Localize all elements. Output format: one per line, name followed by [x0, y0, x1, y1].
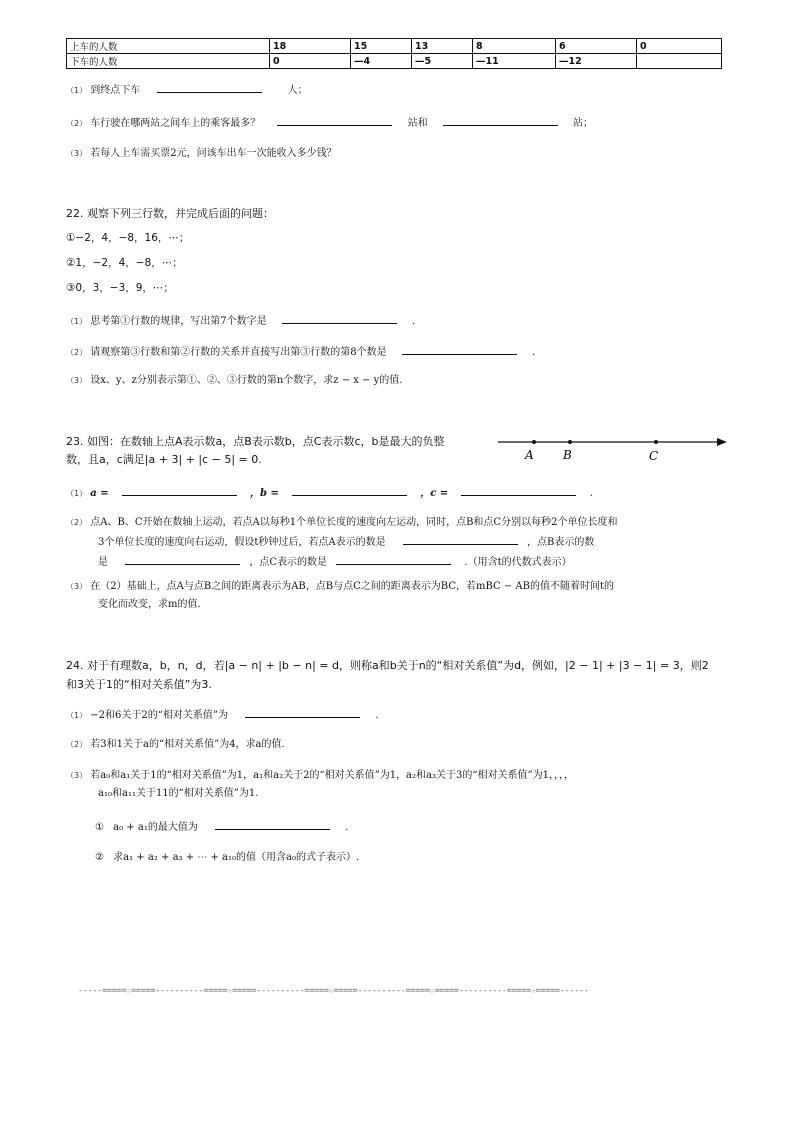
sub-number: ②: [95, 852, 104, 863]
part-text: 若3和1关于a的“相对关系值”为4，求a的值.: [90, 739, 285, 750]
part-text: 人；: [287, 85, 308, 96]
q24-part1: [66, 705, 379, 725]
answer-blank[interactable]: [336, 552, 451, 565]
part-number: （1）: [66, 86, 88, 95]
answer-blank[interactable]: [292, 483, 407, 496]
part-text: 若每人上车需买票2元，问该车出车一次能收入多少钱？: [90, 148, 337, 159]
part-text: 变化而改变，求m的值.: [98, 599, 201, 610]
part-number: （3）: [66, 582, 88, 591]
q22-part1: [66, 311, 415, 331]
q23-part1: [66, 483, 593, 503]
answer-blank[interactable]: [443, 113, 558, 126]
part-text: 若a₀和a₁关于1的“相对关系值”为1，a₁和a₂关于2的“相对关系值”为1，a₂和a₃关于3的“相对关系值”为1，，，，: [90, 770, 574, 781]
table-cell: —12: [556, 54, 637, 69]
part-text: 点A、B、C开始在数轴上运动，若点A以每秒1个单位长度的速度向左运动，同时，点B和点C分别以每秒2个单位长度和: [90, 517, 618, 528]
part-text: ，点C表示的数是: [249, 557, 328, 568]
point-b-label: B: [563, 448, 572, 462]
answer-blank[interactable]: [403, 532, 518, 545]
arrow-icon: [717, 438, 727, 446]
part-text: a =: [90, 488, 109, 499]
part-text: .: [375, 710, 379, 721]
answer-blank[interactable]: [282, 311, 397, 324]
table-cell: 上车的人数: [67, 39, 270, 54]
table-cell: 6: [556, 39, 637, 54]
table-cell: —11: [473, 54, 556, 69]
part-text: 站和: [407, 118, 428, 129]
part-text: .: [345, 822, 349, 833]
point-b: [568, 440, 572, 444]
table-cell: —4: [351, 54, 412, 69]
part-text: ，点B表示的数: [526, 537, 595, 548]
table-cell: —5: [412, 54, 473, 69]
part-number: （3）: [66, 149, 88, 158]
part-text: 求a₁ + a₂ + a₃ + ⋯ + a₁₀的值（用含a₀的式子表示）.: [113, 852, 360, 863]
part-text: a₀ + a₁的最大值为: [113, 822, 198, 833]
q22-row3: ③0，3，−3，9，⋯；: [66, 282, 174, 294]
part-number: （2）: [66, 518, 88, 527]
part-text: 到终点下车: [90, 85, 141, 96]
part-number: （2）: [66, 348, 88, 357]
table-cell: 0: [270, 54, 351, 69]
part-text: −2和6关于2的“相对关系值”为: [90, 710, 228, 721]
point-c: [654, 440, 658, 444]
q22-row1: ①−2，4，−8，16，⋯；: [66, 232, 190, 244]
answer-blank[interactable]: [277, 113, 392, 126]
part-text: .（用含t的代数式表示）: [464, 557, 572, 568]
q21-part2: [66, 113, 593, 133]
q24-title-line: 和3关于1的“相对关系值”为3.: [66, 678, 212, 691]
q23-title-line: 数，且a，c满足|a + 3| + |c − 5| = 0.: [66, 453, 262, 466]
part-text: .: [589, 488, 593, 499]
q24-part3: [66, 767, 746, 803]
part-text: 思考第①行数的规律，写出第7个数字是: [90, 316, 267, 327]
part-text: 站；: [573, 118, 594, 129]
table-row: [67, 54, 722, 69]
part-text: 在（2）基础上，点A与点B之间的距离表示为AB，点B与点C之间的距离表示为BC，若mBC − AB的值不随着时间t的: [90, 581, 614, 592]
table-cell: 0: [637, 39, 722, 54]
part-text: 请观察第③行数和第②行数的关系并直接写出第③行数的第8个数是: [90, 347, 387, 358]
q21-part3: [66, 145, 337, 163]
footer-separator: -----=====☆=====----------=====☆=====----------=====☆=====----------=====☆=====----------=====☆=====------: [78, 986, 589, 996]
answer-blank[interactable]: [245, 705, 360, 718]
table-row: [67, 39, 722, 54]
q24-title-line: 24. 对于有理数a，b，n，d，若|a − n| + |b − n| = d，则称a和b关于n的“相对关系值”为d，例如，|2 − 1| + |3 − 1| = 3，则2: [66, 659, 709, 672]
answer-blank[interactable]: [122, 483, 237, 496]
part-text: .: [532, 347, 536, 358]
part-text: ，b =: [250, 488, 279, 499]
part-text: a₁₀和a₁₁关于11的“相对关系值”为1.: [98, 788, 259, 799]
q22-part3: [66, 372, 403, 390]
part-text: 车行驶在哪两站之间车上的乘客最多？: [90, 118, 261, 129]
part-text: .: [412, 316, 416, 327]
q23-title: [66, 433, 486, 469]
q21-part1: [66, 80, 308, 100]
q24-sub2: [95, 849, 359, 867]
part-text: ，c =: [420, 488, 449, 499]
number-line: [495, 432, 735, 468]
part-number: （2）: [66, 119, 88, 128]
bus-table: [66, 38, 722, 69]
q24-part2: [66, 736, 285, 754]
point-a: [532, 440, 536, 444]
answer-blank[interactable]: [157, 80, 262, 93]
q24-title: [66, 656, 746, 694]
q23-part3: [66, 578, 736, 614]
table-cell: 15: [351, 39, 412, 54]
table-cell: 18: [270, 39, 351, 54]
q24-sub1: [95, 817, 348, 837]
part-number: （3）: [66, 376, 88, 385]
q23-title-line: 23. 如图：在数轴上点A表示数a，点B表示数b，点C表示数c，b是最大的负整: [66, 435, 445, 448]
answer-blank[interactable]: [461, 483, 576, 496]
table-cell: 8: [473, 39, 556, 54]
q23-part2: [66, 514, 736, 572]
part-text: 3个单位长度的速度向右运动，假设t秒钟过后，若点A表示的数是: [98, 537, 386, 548]
part-number: （1）: [66, 489, 88, 498]
part-number: （2）: [66, 740, 88, 749]
table-cell: 下车的人数: [67, 54, 270, 69]
part-number: （1）: [66, 711, 88, 720]
part-number: （3）: [66, 771, 88, 780]
q22-part2: [66, 342, 535, 362]
q22-title: 22. 观察下列三行数，并完成后面的问题：: [66, 207, 274, 220]
part-number: （1）: [66, 317, 88, 326]
point-a-label: A: [525, 448, 534, 462]
table-cell: 13: [412, 39, 473, 54]
answer-blank[interactable]: [402, 342, 517, 355]
sub-number: ①: [95, 822, 104, 833]
point-c-label: C: [649, 449, 659, 463]
table-cell: [637, 54, 722, 69]
answer-blank[interactable]: [215, 817, 330, 830]
part-text: 设x、y、z分别表示第①、②、③行数的第n个数字，求z − x − y的值.: [90, 375, 403, 386]
q22-row2: ②1，−2，4，−8，⋯；: [66, 257, 183, 269]
answer-blank[interactable]: [125, 552, 240, 565]
part-text: 是: [98, 557, 108, 568]
